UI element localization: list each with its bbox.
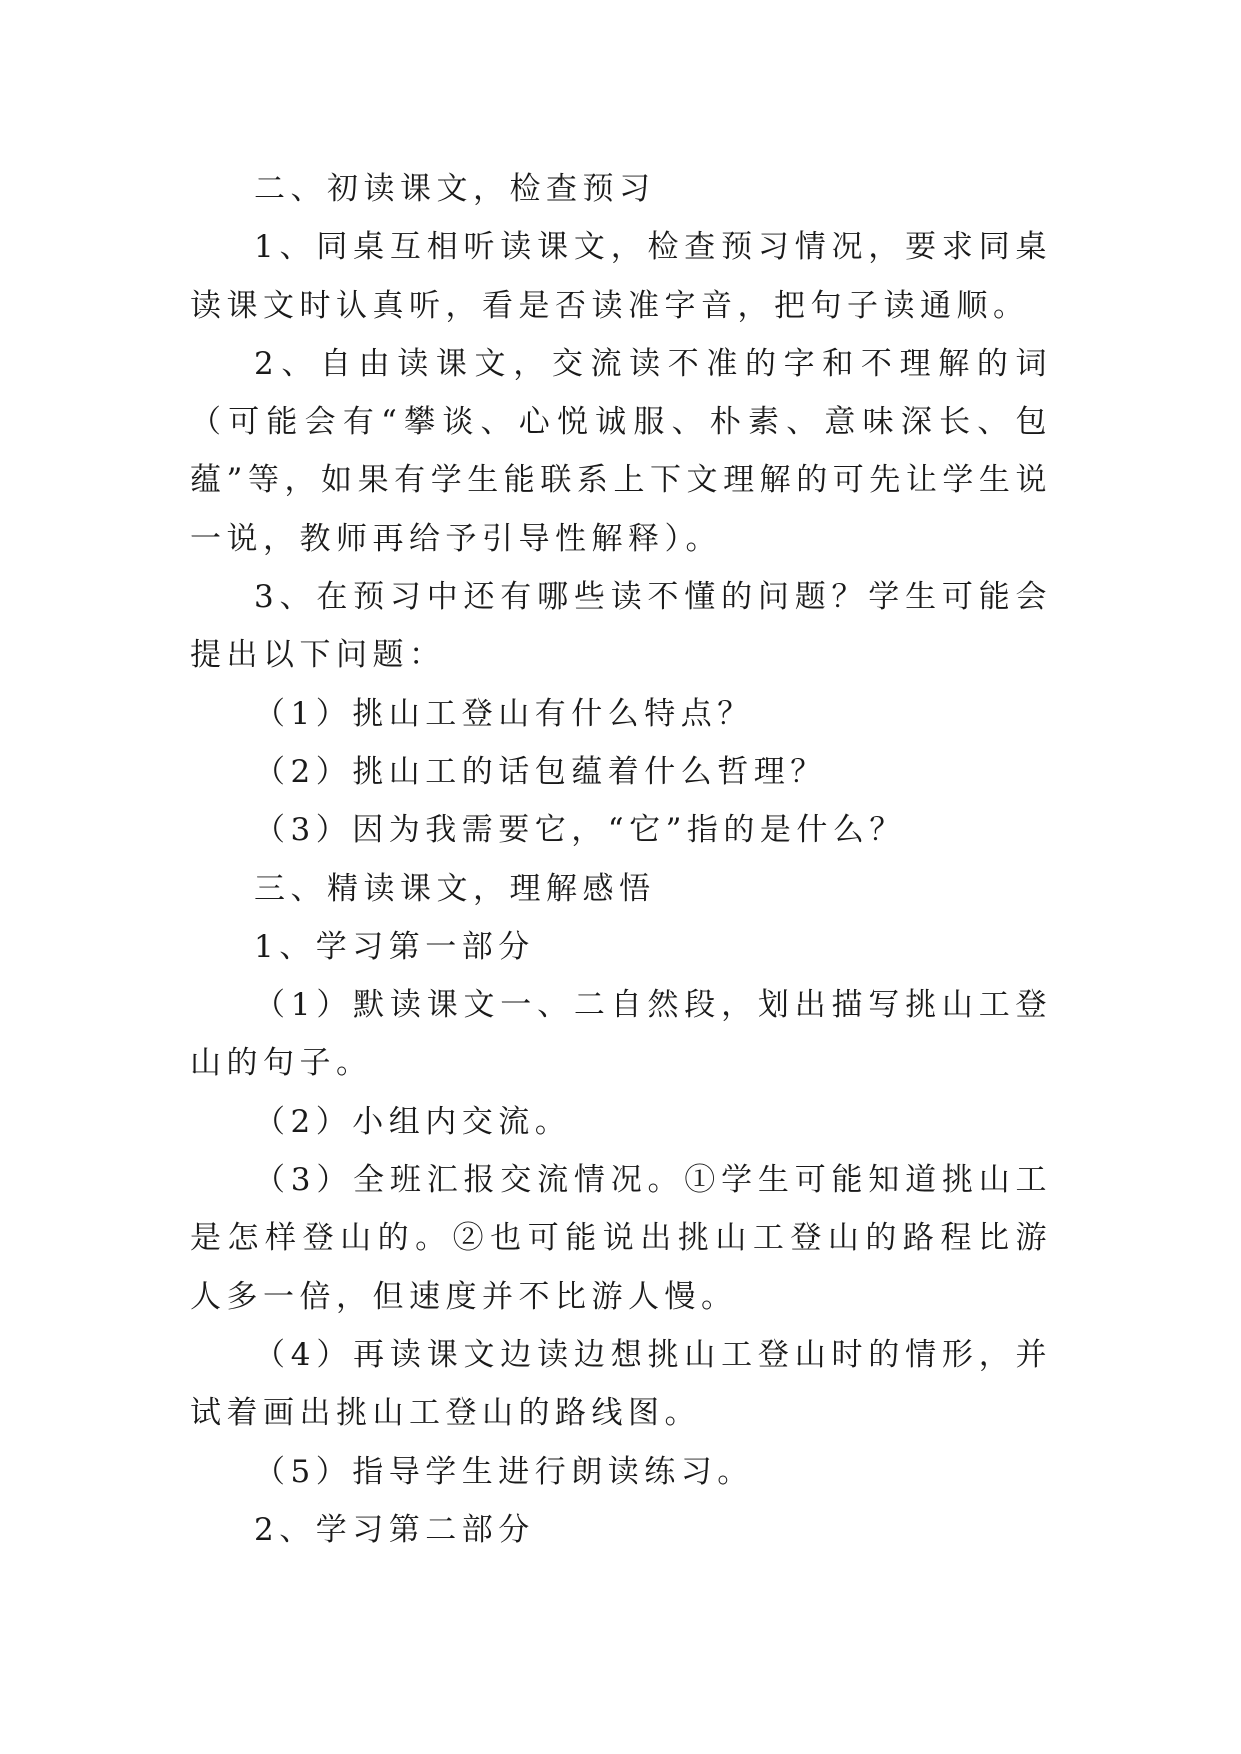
question-1: （1）挑山工登山有什么特点？ [254,695,754,732]
question-2: （2）挑山工的话包蕴着什么哲理？ [254,753,827,790]
step-4: （4）再读课文边读边想挑山工登山时的情形，并试着画出挑山工登山的路线图。 [190,1336,1052,1432]
paragraph-2: 2、自由读课文，交流读不准的字和不理解的词（可能会有“攀谈、心悦诚服、朴素、意味深长、包蕴”等，如果有学生能联系上下文理解的可先让学生说一说，教师再给予引导性解释）。 [190,345,1052,557]
section-heading-3: 三、精读课文，理解感悟 [254,870,656,907]
paragraph-1: 1、同桌互相听读课文，检查预习情况，要求同桌读课文时认真听，看是否读准字音，把句子读通顺。 [190,229,1052,324]
question-3: （3）因为我需要它，“它”指的是什么？ [254,812,906,849]
step-3: （3）全班汇报交流情况。①学生可能知道挑山工是怎样登山的。②也可能说出挑山工登山的路程比游人多一倍，但速度并不比游人慢。 [190,1162,1052,1315]
section-heading-2: 二、初读课文，检查预习 [254,171,656,207]
subsection-heading-1: 1、学习第一部分 [254,928,535,965]
step-1: （1）默读课文一、二自然段，划出描写挑山工登山的句子。 [190,987,1052,1082]
step-5: （5）指导学生进行朗读练习。 [254,1453,754,1490]
step-2: （2）小组内交流。 [254,1103,572,1140]
paragraph-3: 3、在预习中还有哪些读不懂的问题？学生可能会提出以下问题： [190,579,1052,674]
subsection-heading-2: 2、学习第二部分 [254,1511,535,1548]
document-body [190,160,1052,1559]
